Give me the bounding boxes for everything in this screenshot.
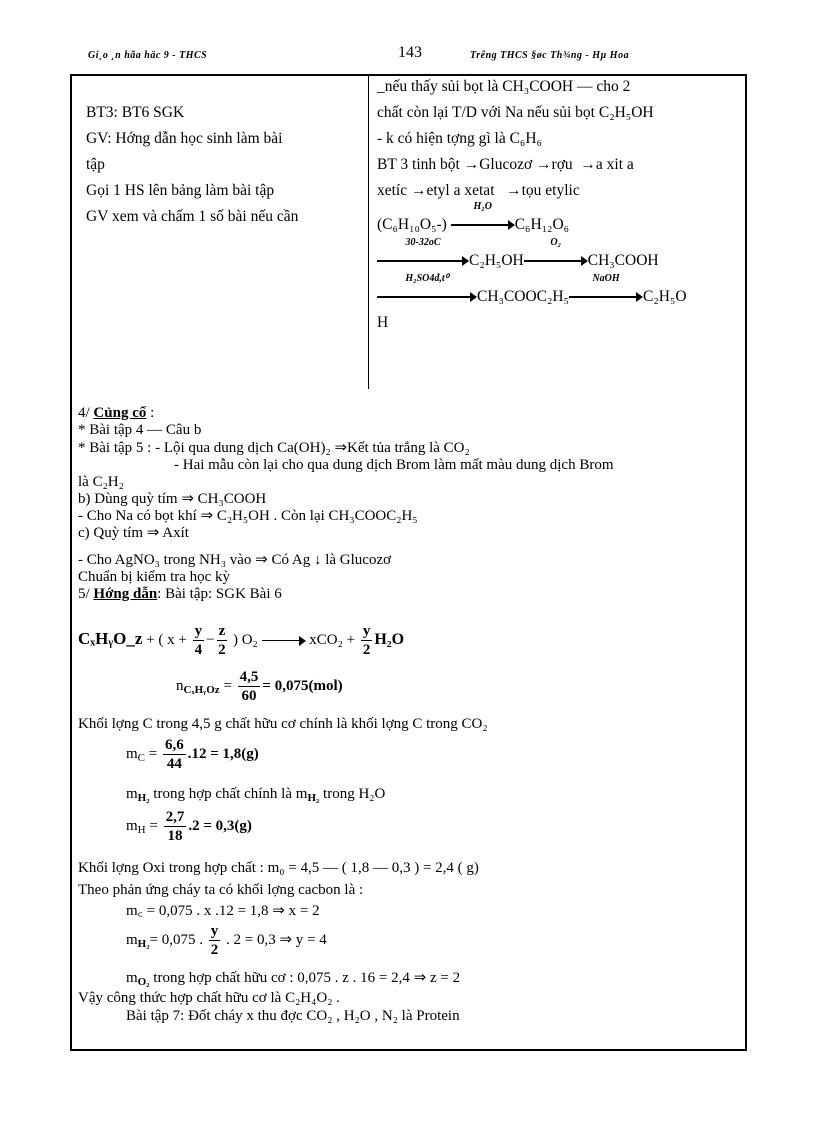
- mass-h-statement: [126, 786, 385, 804]
- text: * Bài tập 5 : - Lội qua dung dịch Ca(OH)₂: [78, 440, 331, 456]
- mass-h-calculation: [126, 808, 252, 845]
- combustion-intro: Theo phản ứng cháy ta có khối lợng cacbon là :: [78, 882, 364, 898]
- reaction-1-product: C₆H₁₂O₆: [514, 216, 570, 233]
- down-arrow-icon: ↓: [313, 552, 322, 568]
- reaction-arrow-icon: [377, 273, 477, 302]
- consolidate-line-4: là C₂H₂: [78, 474, 124, 490]
- text: −: [206, 631, 215, 648]
- reaction-3-product-2: C₂H₅O: [643, 288, 687, 305]
- header-left: Gi¸o ¸n hãa häc 9 - THCS: [88, 50, 208, 61]
- consolidate-line-3: - Hai mẫu còn lại cho qua dung dịch Brom làm mất màu dung dịch Brom: [174, 457, 614, 473]
- subscript: C: [137, 751, 146, 764]
- oxygen-mass: Khối lợng Oxi trong hợp chất : m₀ = 4,5 — ( 1,8 — 0,3 ) = 2,4 ( g): [78, 860, 479, 876]
- subscript: H₂: [137, 792, 150, 804]
- consolidate-line-1: * Bài tập 4 — Câu b: [78, 422, 202, 438]
- result: .2 = 0,3(g): [188, 817, 252, 834]
- final-formula: Vậy công thức hợp chất hữu cơ là C₂H₄O₂ .: [78, 990, 340, 1006]
- reaction-arrow-icon: [524, 237, 588, 266]
- text: =: [148, 745, 158, 762]
- reaction-arrow-icon: [451, 201, 515, 230]
- text: ) O₂: [232, 631, 258, 648]
- left-line-4: Gọi 1 HS lên bảng làm bài tập: [86, 182, 275, 199]
- subscript: O₂: [137, 976, 150, 988]
- reaction-arrow-icon: [377, 237, 469, 266]
- page-number: 143: [398, 44, 422, 61]
- text: trong hợp chất chính là m: [149, 786, 308, 802]
- text: b) Dùng quỳ tím: [78, 491, 178, 507]
- text: . 2 = 0,3: [226, 931, 276, 948]
- right-line-2: chất còn lại T/D với Na nếu sủi bọt C₂H₅OH: [377, 104, 654, 121]
- section-tail: : Bài tập: SGK Bài 6: [157, 586, 282, 602]
- frac-den: 2: [362, 642, 371, 658]
- frac-num: z: [218, 623, 226, 639]
- arrow-condition: H₂O: [473, 201, 492, 213]
- frame-right: [745, 74, 747, 1050]
- frac-den: 18: [167, 828, 183, 844]
- left-line-5: GV xem và chấm 1 số bài nếu cần: [86, 208, 299, 225]
- frac-num: 4,5: [239, 669, 259, 685]
- result: z = 2: [429, 970, 461, 986]
- reaction-2-product: C₂H₅OH: [469, 252, 524, 269]
- text: Có Ag: [271, 552, 311, 568]
- right-line-1: _nếu thấy sủi bọt là CH₃COOH — cho 2: [377, 78, 631, 95]
- right-line-4: [377, 152, 634, 178]
- implies-arrow-icon: ⇒: [413, 970, 427, 986]
- bt3-step-starch: BT 3 tinh bột: [377, 156, 460, 173]
- text: Axít: [162, 525, 189, 541]
- consolidate-heading: [78, 405, 154, 422]
- text: n: [176, 677, 184, 694]
- consolidate-line-5: [78, 491, 266, 508]
- frac-num: 2,7: [165, 809, 185, 825]
- implies-arrow-icon: ⇒: [279, 931, 293, 948]
- reaction-2-product-2: CH₃COOH: [587, 252, 659, 269]
- subscript: H: [137, 823, 146, 836]
- implies-arrow-icon: ⇒: [146, 525, 160, 541]
- arrow-condition: H₂SO4đ,t⁰: [405, 273, 449, 285]
- implies-arrow-icon: ⇒: [272, 903, 285, 919]
- left-line-3: tập: [86, 156, 105, 173]
- consolidate-line-8: [78, 552, 391, 569]
- arrow-icon: →: [580, 156, 596, 173]
- mole-calculation: [176, 668, 343, 705]
- reaction-3-product: CH₃COOC₂H₅: [477, 288, 570, 305]
- text: CH₃COOH: [197, 491, 267, 507]
- arrow-condition: NaOH: [592, 273, 620, 285]
- arrow-icon: →: [463, 156, 480, 173]
- text: là Glucozơ: [325, 552, 392, 568]
- text: m: [126, 970, 138, 986]
- mass-c-statement: Khối lợng C trong 4,5 g chất hữu cơ chính là khối lợng C trong CO₂: [78, 716, 488, 732]
- arrow-condition: O₂: [550, 237, 562, 249]
- text: =: [223, 677, 232, 694]
- arrow-condition: 30-32oC: [405, 237, 441, 249]
- arrow-icon: →: [536, 156, 552, 173]
- header-right: Trêng THCS §øc Th¾ng - Hµ Hoa: [470, 50, 630, 61]
- left-line-2: GV: Hớng dẫn học sinh làm bài: [86, 130, 283, 147]
- solve-z: [126, 968, 460, 988]
- reaction-1-reactant: (C₆H₁₀O₅-): [377, 216, 447, 233]
- formula: H₂O: [374, 630, 405, 648]
- text: Kết tủa trắng là CO₂: [347, 440, 470, 456]
- exercise-7: Bài tập 7: Đốt cháy x thu đợc CO₂ , H₂O , N₂ là Protein: [126, 1008, 460, 1024]
- section-title: Hớng dẫn: [93, 586, 158, 602]
- implies-arrow-icon: ⇒: [334, 440, 348, 456]
- text: m: [126, 745, 138, 762]
- bt3-step-acid: a xit a: [595, 156, 634, 173]
- bt3-step-acetic: xetíc: [377, 182, 408, 199]
- combustion-equation: [78, 622, 404, 659]
- frac-num: y: [362, 623, 371, 639]
- result: y = 4: [295, 931, 327, 948]
- bt3-step-ester: etyl a xetat: [426, 182, 495, 199]
- mass-c-calculation: [126, 736, 259, 773]
- consolidate-line-9: Chuẩn bị kiểm tra học kỳ: [78, 569, 231, 585]
- text: m: [126, 817, 138, 834]
- result: = 0,075(mol): [262, 677, 343, 694]
- column-divider: [368, 74, 369, 389]
- frac-num: 6,6: [164, 737, 184, 753]
- frame-left: [70, 74, 72, 1050]
- text: = 0,075 .: [149, 931, 203, 948]
- reaction-arrow-icon: [569, 273, 643, 302]
- result: .12 = 1,8(g): [187, 745, 259, 762]
- text: + ( x +: [146, 631, 187, 648]
- text: trong hợp chất hữu cơ : 0,075 . z . 16 = 2,4: [149, 970, 410, 986]
- frac-den: 4: [194, 642, 203, 658]
- frame-bottom: [70, 1049, 747, 1051]
- section-title: Củng cố: [93, 405, 147, 421]
- right-line-3: - k có hiện tợng gì là C₆H₆: [377, 130, 542, 147]
- implies-arrow-icon: ⇒: [181, 491, 194, 507]
- frac-den: 2: [218, 642, 226, 658]
- text: c) Quỳ tím: [78, 525, 143, 541]
- implies-arrow-icon: ⇒: [255, 552, 268, 568]
- bt3-step-ethanol: tọu etylic: [521, 182, 580, 199]
- text: trong H₂O: [319, 786, 386, 802]
- arrow-icon: →: [411, 182, 427, 199]
- text: xCO₂ +: [309, 631, 356, 648]
- frac-num: y: [210, 923, 219, 939]
- consolidate-line-6: [78, 508, 418, 525]
- solve-x: [126, 900, 320, 920]
- section-number: 5/: [78, 586, 90, 602]
- reaction-arrow-icon: [262, 636, 306, 646]
- text: - Cho Na có bọt khí: [78, 508, 197, 524]
- frac-den: 60: [241, 688, 257, 704]
- right-line-h: H: [377, 314, 389, 331]
- implies-arrow-icon: ⇒: [200, 508, 214, 524]
- consolidate-line-2: [78, 440, 470, 457]
- frac-num: y: [194, 623, 203, 639]
- text: - Cho AgNO₃ trong NH₃ vào: [78, 552, 252, 568]
- consolidate-line-7: [78, 525, 189, 542]
- text: =: [149, 817, 158, 834]
- left-line-1: BT3: BT6 SGK: [86, 104, 185, 121]
- subscript: H₂: [137, 937, 150, 950]
- subscript: CₓHᵧOz: [183, 683, 220, 696]
- guide-heading: [78, 586, 282, 603]
- arrow-icon: →: [506, 182, 522, 199]
- reaction-3: [377, 273, 687, 310]
- section-tail: :: [146, 405, 155, 421]
- frac-den: 44: [166, 756, 182, 772]
- subscript: H₂: [307, 792, 320, 804]
- bt3-step-glucose: Glucozơ: [479, 156, 533, 173]
- solve-y: [126, 922, 327, 959]
- bt3-step-alcohol: rợu: [551, 156, 573, 173]
- text: m: [126, 786, 138, 802]
- section-number: 4/: [78, 405, 90, 421]
- result: x = 2: [288, 903, 320, 919]
- text: C₂H₅OH . Còn lại CH₃COOC₂H₅: [216, 508, 418, 524]
- text: m꜀ = 0,075 . x .12 = 1,8: [126, 903, 269, 919]
- frac-den: 2: [210, 942, 219, 958]
- formula: CₓHᵧO_z: [78, 628, 143, 648]
- text: m: [126, 931, 138, 948]
